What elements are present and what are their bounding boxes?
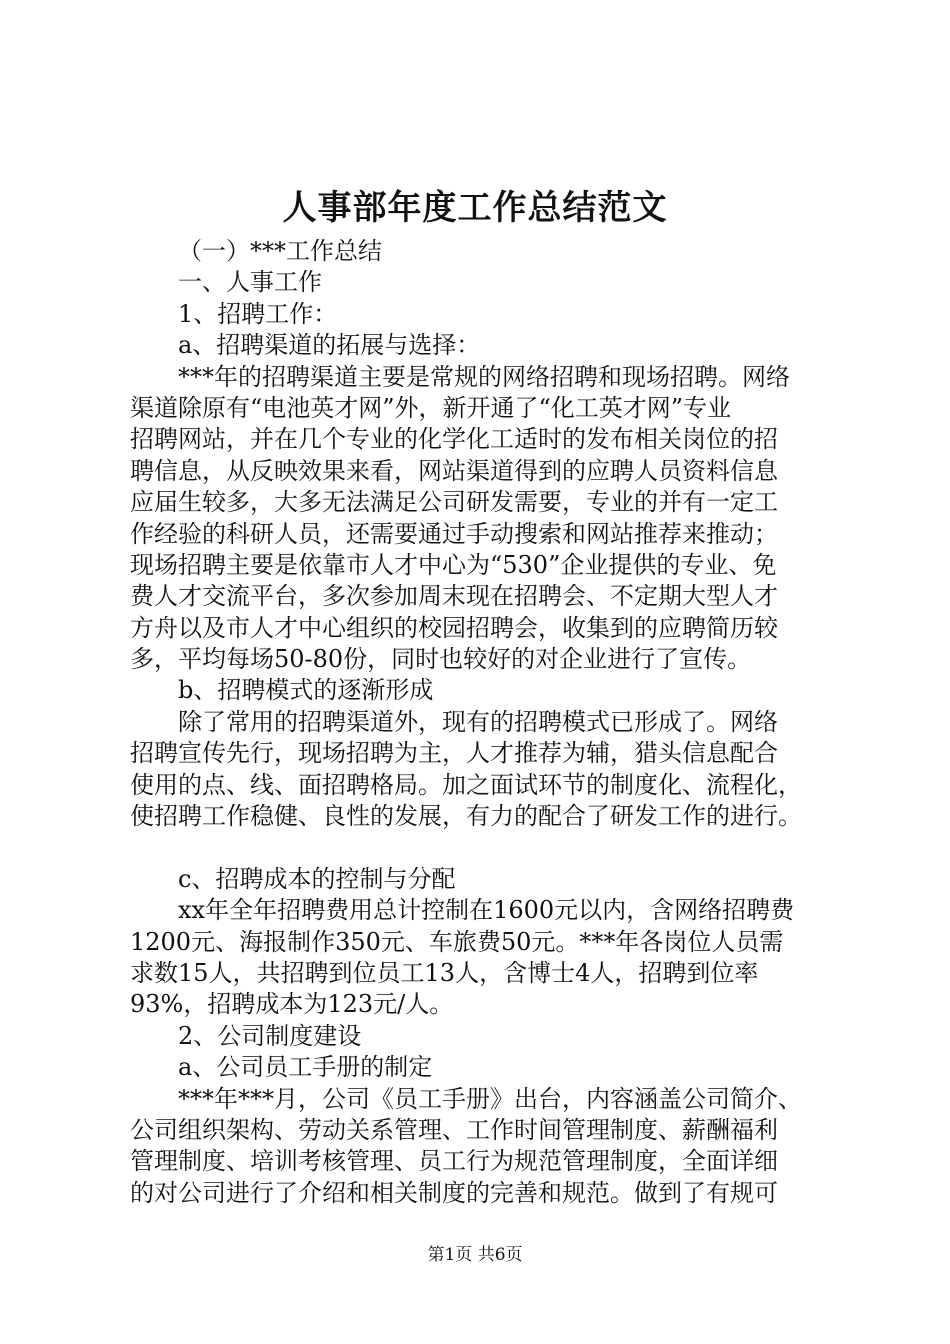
paragraph-line: 93%，招聘成本为123元/人。 — [130, 990, 454, 1019]
section-heading: 一、人事工作 — [178, 268, 322, 297]
paragraph-line: 公司组织架构、劳动关系管理、工作时间管理制度、薪酬福利 — [130, 1115, 778, 1144]
subsection-heading: b、招聘模式的逐渐形成 — [178, 676, 434, 705]
paragraph-line: 求数15人，共招聘到位员工13人，含博士4人，招聘到位率 — [130, 958, 759, 987]
section-heading: 2、公司制度建设 — [178, 1021, 362, 1050]
subsection-heading: a、公司员工手册的制定 — [178, 1053, 433, 1082]
page-footer: 第1页 共6页 — [427, 1245, 523, 1265]
paragraph-line: ***年的招聘渠道主要是常规的网络招聘和现场招聘。网络 — [178, 362, 790, 391]
section-heading: 1、招聘工作： — [178, 299, 338, 328]
paragraph-line: 招聘宣传先行，现场招聘为主，人才推荐为辅，猎头信息配合 — [130, 739, 778, 768]
paragraph-line: 的对公司进行了介绍和相关制度的完善和规范。做到了有规可 — [130, 1178, 778, 1207]
paragraph-line: 管理制度、培训考核管理、员工行为规范管理制度，全面详细 — [130, 1147, 778, 1176]
paragraph-line: 使用的点、线、面招聘格局。加之面试环节的制度化、流程化， — [130, 770, 802, 799]
paragraph-line: 1200元、海报制作350元、车旅费50元。***年各岗位人员需 — [130, 927, 784, 956]
subsection-heading: c、招聘成本的控制与分配 — [178, 864, 456, 893]
paragraph-line: ***年***月，公司《员工手册》出台，内容涵盖公司简介、 — [178, 1084, 802, 1113]
blank-line — [130, 832, 842, 863]
paragraph-line: 渠道除原有“电池英才网”外，新开通了“化工英才网”专业 — [130, 393, 732, 422]
document-body — [130, 236, 842, 1209]
paragraph-line: 除了常用的招聘渠道外，现有的招聘模式已形成了。网络 — [178, 707, 778, 736]
paragraph-line: 应届生较多，大多无法满足公司研发需要，专业的并有一定工 — [130, 488, 778, 517]
paragraph-line: 多，平均每场50-80份，同时也较好的对企业进行了宣传。 — [130, 645, 752, 674]
subsection-heading: a、招聘渠道的拓展与选择： — [178, 331, 481, 360]
document-title: 人事部年度工作总结范文 — [282, 188, 668, 228]
paragraph-line: 招聘网站，并在几个专业的化学化工适时的发布相关岗位的招 — [130, 425, 778, 454]
paragraph-line: 费人才交流平台，多次参加周末现在招聘会、不定期大型人才 — [130, 582, 778, 611]
paragraph-line: xx年全年招聘费用总计控制在1600元以内，含网络招聘费 — [178, 896, 795, 925]
paragraph-line: 方舟以及市人才中心组织的校园招聘会，收集到的应聘简历较 — [130, 613, 778, 642]
paragraph-line: 使招聘工作稳健、良性的发展，有力的配合了研发工作的进行。 — [130, 802, 802, 831]
paragraph-line: 作经验的科研人员，还需要通过手动搜索和网站推荐来推动； — [130, 519, 778, 548]
paragraph-line: 聘信息，从反映效果来看，网站渠道得到的应聘人员资料信息 — [130, 456, 778, 485]
section-heading: （一）***工作总结 — [178, 237, 382, 265]
paragraph-line: 现场招聘主要是依靠市人才中心为“530”企业提供的专业、免 — [130, 550, 777, 579]
